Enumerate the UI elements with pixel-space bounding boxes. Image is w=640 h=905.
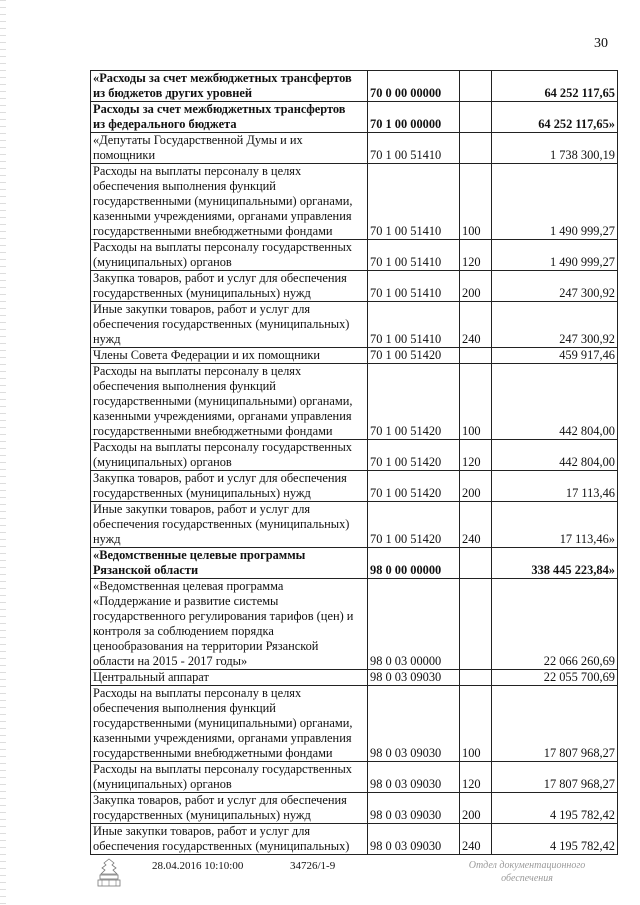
table-row (91, 440, 618, 471)
footer-date: 28.04.2016 10:10:00 (152, 860, 244, 872)
row-sum-cell: 4 195 782,42 (492, 793, 618, 824)
row-sum-cell: 22 055 700,69 (492, 670, 618, 686)
row-code-cell: 70 1 00 00000 (368, 102, 460, 133)
row-type-cell (460, 548, 492, 579)
row-code-cell: 70 1 00 51420 (368, 364, 460, 440)
row-type-cell (460, 102, 492, 133)
row-code-cell: 98 0 03 09030 (368, 793, 460, 824)
row-code-cell: 98 0 03 09030 (368, 824, 460, 855)
table-row (91, 364, 618, 440)
row-type-cell: 240 (460, 502, 492, 548)
row-name-cell: Закупка товаров, работ и услуг для обеспечения государственных (муниципальных) нужд (91, 793, 368, 824)
row-type-cell (460, 579, 492, 670)
row-sum-cell: 17 807 968,27 (492, 686, 618, 762)
row-sum-cell: 4 195 782,42 (492, 824, 618, 855)
row-type-cell: 240 (460, 824, 492, 855)
department-stamp: Отдел документационного обеспечения (468, 860, 586, 884)
table-row (91, 240, 618, 271)
row-sum-cell: 247 300,92 (492, 271, 618, 302)
coat-of-arms-icon (94, 857, 124, 889)
row-type-cell: 120 (460, 240, 492, 271)
table-row (91, 502, 618, 548)
row-name-cell: Расходы за счет межбюджетных трансфертов из федерального бюджета (91, 102, 368, 133)
budget-table-body (91, 71, 618, 855)
row-code-cell: 70 0 00 00000 (368, 71, 460, 102)
row-sum-cell: 338 445 223,84» (492, 548, 618, 579)
row-type-cell (460, 133, 492, 164)
table-row (91, 670, 618, 686)
row-code-cell: 98 0 03 09030 (368, 762, 460, 793)
row-sum-cell: 442 804,00 (492, 440, 618, 471)
row-name-cell: Закупка товаров, работ и услуг для обеспечения государственных (муниципальных) нужд (91, 471, 368, 502)
row-type-cell (460, 348, 492, 364)
row-code-cell: 98 0 03 09030 (368, 670, 460, 686)
row-name-cell: «Депутаты Государственной Думы и их помощники (91, 133, 368, 164)
row-type-cell: 100 (460, 686, 492, 762)
page-number: 30 (594, 36, 608, 51)
row-name-cell: Закупка товаров, работ и услуг для обеспечения государственных (муниципальных) нужд (91, 271, 368, 302)
row-type-cell: 100 (460, 164, 492, 240)
row-code-cell: 70 1 00 51410 (368, 133, 460, 164)
table-row (91, 793, 618, 824)
table-row (91, 824, 618, 855)
row-sum-cell: 17 807 968,27 (492, 762, 618, 793)
row-sum-cell: 1 490 999,27 (492, 240, 618, 271)
budget-table (90, 70, 618, 855)
row-sum-cell: 1 738 300,19 (492, 133, 618, 164)
row-type-cell: 200 (460, 271, 492, 302)
row-name-cell: Расходы на выплаты персоналу государственных (муниципальных) органов (91, 762, 368, 793)
row-code-cell: 98 0 03 00000 (368, 579, 460, 670)
table-row (91, 686, 618, 762)
row-type-cell: 100 (460, 364, 492, 440)
row-code-cell: 98 0 00 00000 (368, 548, 460, 579)
row-code-cell: 70 1 00 51410 (368, 164, 460, 240)
row-code-cell: 70 1 00 51420 (368, 471, 460, 502)
row-name-cell: Члены Совета Федерации и их помощники (91, 348, 368, 364)
table-row (91, 762, 618, 793)
row-type-cell: 200 (460, 471, 492, 502)
row-type-cell: 120 (460, 440, 492, 471)
table-row (91, 71, 618, 102)
row-sum-cell: 459 917,46 (492, 348, 618, 364)
table-row (91, 548, 618, 579)
row-name-cell: «Расходы за счет межбюджетных трансфертов из бюджетов других уровней (91, 71, 368, 102)
table-row (91, 348, 618, 364)
row-sum-cell: 17 113,46 (492, 471, 618, 502)
row-type-cell: 200 (460, 793, 492, 824)
row-name-cell: Расходы на выплаты персоналу в целях обеспечения выполнения функций государственными (муниципальными) органами, казенными учреждениями, органами управления государственными внебюджетными фондами (91, 686, 368, 762)
page-footer (0, 857, 640, 897)
row-type-cell (460, 71, 492, 102)
row-type-cell (460, 670, 492, 686)
row-sum-cell: 247 300,92 (492, 302, 618, 348)
footer-document-number: 34726/1-9 (290, 860, 336, 872)
table-row (91, 579, 618, 670)
scan-edge-marks (0, 0, 6, 905)
row-sum-cell: 17 113,46» (492, 502, 618, 548)
row-code-cell: 70 1 00 51420 (368, 440, 460, 471)
row-code-cell: 70 1 00 51420 (368, 502, 460, 548)
row-name-cell: «Ведомственные целевые программы Рязанской области (91, 548, 368, 579)
row-code-cell: 70 1 00 51420 (368, 348, 460, 364)
row-name-cell: Расходы на выплаты персоналу в целях обеспечения выполнения функций государственными (муниципальными) органами, казенными учреждениями, органами управления государственными внебюджетными фондами (91, 364, 368, 440)
row-name-cell: Расходы на выплаты персоналу государственных (муниципальных) органов (91, 440, 368, 471)
row-code-cell: 70 1 00 51410 (368, 302, 460, 348)
row-name-cell: Центральный аппарат (91, 670, 368, 686)
table-row (91, 302, 618, 348)
row-code-cell: 70 1 00 51410 (368, 240, 460, 271)
table-row (91, 102, 618, 133)
table-row (91, 471, 618, 502)
table-row (91, 133, 618, 164)
table-row (91, 271, 618, 302)
row-code-cell: 98 0 03 09030 (368, 686, 460, 762)
row-type-cell: 240 (460, 302, 492, 348)
row-sum-cell: 1 490 999,27 (492, 164, 618, 240)
row-sum-cell: 64 252 117,65 (492, 71, 618, 102)
row-name-cell: «Ведомственная целевая программа «Поддержание и развитие системы государственного регулирования тарифов (цен) и контроля за соблюдением порядка ценообразования на территории Рязанской области на 2015 - 2017 годы» (91, 579, 368, 670)
row-name-cell: Иные закупки товаров, работ и услуг для обеспечения государственных (муниципальных) нужд (91, 302, 368, 348)
row-sum-cell: 442 804,00 (492, 364, 618, 440)
row-name-cell: Иные закупки товаров, работ и услуг для обеспечения государственных (муниципальных) (91, 824, 368, 855)
row-type-cell: 120 (460, 762, 492, 793)
row-name-cell: Расходы на выплаты персоналу государственных (муниципальных) органов (91, 240, 368, 271)
row-name-cell: Расходы на выплаты персоналу в целях обеспечения выполнения функций государственными (муниципальными) органами, казенными учреждениями, органами управления государственными внебюджетными фондами (91, 164, 368, 240)
row-sum-cell: 22 066 260,69 (492, 579, 618, 670)
row-sum-cell: 64 252 117,65» (492, 102, 618, 133)
row-code-cell: 70 1 00 51410 (368, 271, 460, 302)
row-name-cell: Иные закупки товаров, работ и услуг для обеспечения государственных (муниципальных) нужд (91, 502, 368, 548)
table-row (91, 164, 618, 240)
